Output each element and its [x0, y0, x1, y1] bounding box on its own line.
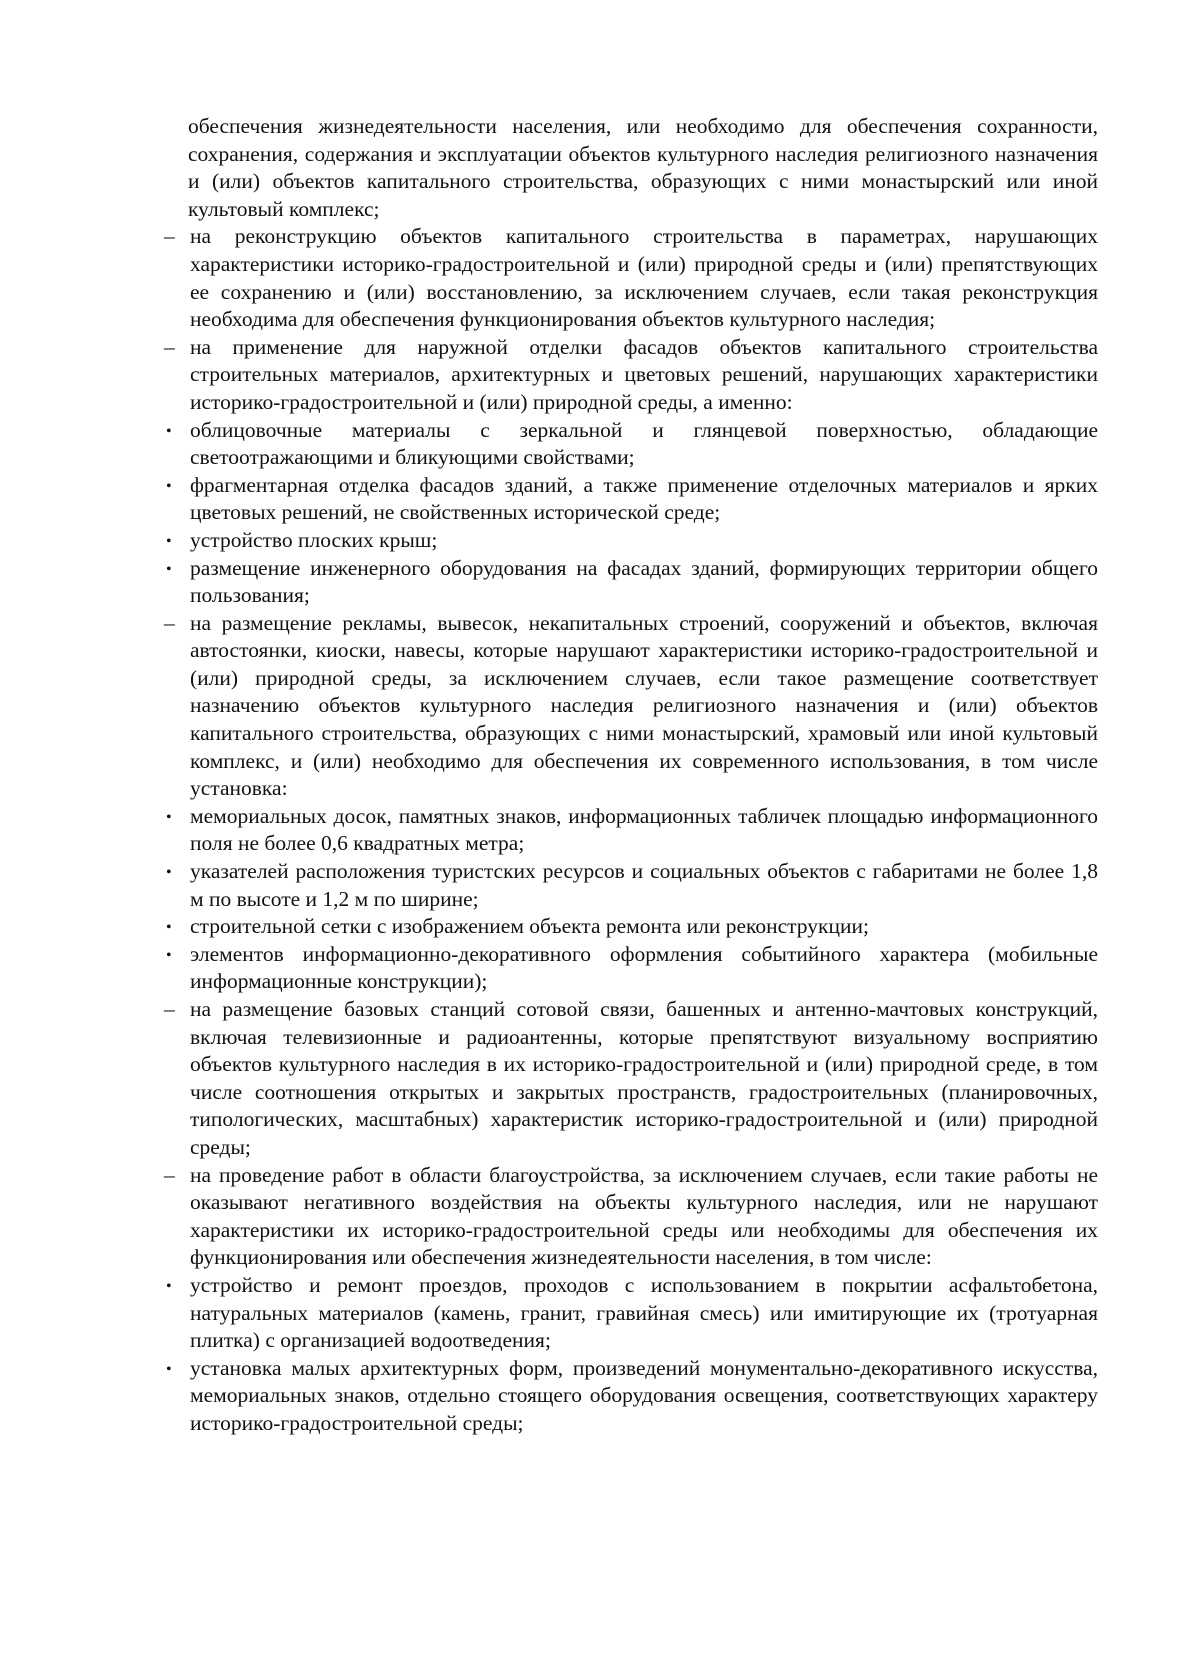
list-item-text: устройство плоских крыш; [190, 527, 438, 552]
dash-marker: – [164, 1162, 175, 1187]
bullet-marker: • [166, 919, 172, 937]
bullet-list-item [166, 555, 1098, 610]
list-item-text: на применение для наружной отделки фасадов объектов капитального строительства строительных материалов, архитектурных и цветовых решений, нарушающих характеристики историко-градостроительной и (или) природной среды, а именно: [190, 334, 1098, 414]
list-item-text: мемориальных досок, памятных знаков, информационных табличек площадью информационного поля не более 0,6 квадратных метра; [190, 803, 1098, 856]
bullet-marker: • [166, 808, 172, 826]
list-item-text: указателей расположения туристских ресурсов и социальных объектов с габаритами не более 1,8 м по высоте и 1,2 м по ширине; [190, 859, 1098, 911]
list-item-text: на размещение базовых станций сотовой связи, башенных и антенно-мачтовых конструкций, включая телевизионные и радиоантенны, которые препятствуют визуальному восприятию объектов культурного наследия в их историко-градостроительной и (или) природной среде, в том числе соотношения открытых и закрытых пространств, градостроительных (планировочных, типологических, масштабных) характеристик историко-градостроительной и (или) природной среды; [190, 997, 1098, 1159]
bullet-marker: • [166, 946, 172, 964]
bullet-marker: • [166, 532, 172, 550]
bullet-marker: • [166, 1277, 172, 1295]
bullet-marker: • [166, 1360, 172, 1378]
bullet-list-item [166, 527, 1098, 555]
bullet-marker: • [166, 560, 172, 578]
bullet-list-item [166, 417, 1098, 472]
continuation-paragraph [172, 113, 1098, 223]
list-item-text: элементов информационно-декоративного оформления событийного характера (мобильные информационные конструкции); [190, 941, 1098, 994]
bullet-marker: • [166, 422, 172, 440]
list-item-text: обеспечения жизнедеятельности населения, или необходимо для обеспечения сохранности, сохранения, содержания и эксплуатации объектов культурного наследия религиозного назначения и (или) объектов капитального строительства, образующих с ними монастырский или иной культовый комплекс; [188, 114, 1098, 221]
bullet-marker: • [166, 864, 172, 882]
bullet-list-item [166, 472, 1098, 527]
list-item-text: устройство и ремонт проездов, проходов с использованием в покрытии асфальтобетона, натуральных материалов (камень, гранит, гравийная смесь) или имитирующие их (тротуарная плитка) с организацией водоотведения; [190, 1272, 1098, 1353]
dash-list-item [164, 996, 1098, 1162]
list-item-text: размещение инженерного оборудования на фасадах зданий, формирующих территории общего пользования; [190, 555, 1098, 608]
dash-marker: – [164, 334, 175, 359]
bullet-list-item [166, 803, 1098, 858]
bullet-list-item [166, 941, 1098, 996]
dash-list-item [164, 334, 1098, 417]
bullet-marker: • [166, 477, 172, 495]
dash-list-item [164, 610, 1098, 803]
bullet-list-item [166, 858, 1098, 913]
list-item-text: установка малых архитектурных форм, произведений монументально-декоративного искусства, мемориальных знаков, отдельно стоящего оборудования освещения, соответствующих характеру историко-градостроительной среды; [190, 1355, 1098, 1435]
dash-marker: – [164, 610, 175, 635]
list-item-text: на размещение рекламы, вывесок, некапитальных строений, сооружений и объектов, включая автостоянки, киоски, навесы, которые нарушают характеристики историко-градостроительной и (или) природной среды, за исключением случаев, если такое размещение соответствует назначению объектов культурного наследия религиозного назначения и (или) объектов капитального строительства, образующих с ними монастырский, храмовый или иной культовый комплекс, и (или) необходимо для обеспечения их современного использования, в том числе установка: [190, 610, 1098, 801]
list-item-text: строительной сетки с изображением объекта ремонта или реконструкции; [190, 914, 869, 939]
bullet-list-item [166, 913, 1098, 941]
list-item-text: на реконструкцию объектов капитального строительства в параметрах, нарушающих характеристики историко-градостроительной и (или) природной среды и (или) препятствующих ее сохранению и (или) восстановлению, за исключением случаев, если такая реконструкция необходима для обеспечения функционирования объектов культурного наследия; [190, 224, 1098, 332]
bullet-list-item [166, 1272, 1098, 1355]
bullet-list-item [166, 1355, 1098, 1438]
dash-list-item [164, 223, 1098, 333]
list-item-text: фрагментарная отделка фасадов зданий, а также применение отделочных материалов и ярких цветовых решений, не свойственных исторической среде; [190, 472, 1098, 525]
document-body [164, 113, 1098, 1438]
list-item-text: облицовочные материалы с зеркальной и глянцевой поверхностью, обладающие светоотражающими и бликующими свойствами; [190, 417, 1098, 470]
dash-marker: – [164, 224, 175, 249]
list-item-text: на проведение работ в области благоустройства, за исключением случаев, если такие работы не оказывают негативного воздействия на объекты культурного наследия, или не нарушают характеристики их историко-градостроительной среды или необходимы для обеспечения их функционирования или обеспечения жизнедеятельности населения, в том числе: [190, 1162, 1098, 1270]
dash-list-item [164, 1162, 1098, 1272]
dash-marker: – [164, 997, 175, 1021]
